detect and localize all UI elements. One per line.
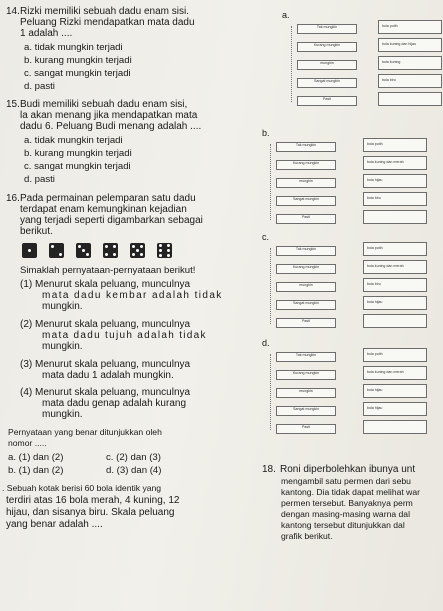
dice-face-6 bbox=[157, 243, 172, 258]
q18-line-7: grafik berikut. bbox=[281, 531, 333, 541]
dice-pip bbox=[132, 245, 135, 248]
q15-stem-2: la akan menang jika mendapatkan mata bbox=[20, 110, 198, 121]
q14-stem-2: Peluang Rizki mendapatkan mata dadu bbox=[20, 17, 195, 28]
scale-answer-label: bola biru bbox=[382, 78, 396, 82]
q15-option-c[interactable]: c. sangat mungkin terjadi bbox=[24, 161, 131, 172]
q17-line-2: terdiri atas 16 bola merah, 4 kuning, 12 bbox=[6, 495, 180, 506]
scale-answer-box bbox=[378, 20, 442, 34]
q18-line-6: kantong tersebut ditunjukkan dal bbox=[281, 520, 405, 530]
scale-answer-label: bola kuning dan merah bbox=[367, 370, 404, 374]
q16-statement-1-end: mungkin. bbox=[42, 301, 83, 312]
scale-answer-label: bola kuning dan merah bbox=[367, 264, 404, 268]
q17-line-4: yang benar adalah .... bbox=[6, 519, 103, 530]
dice-pip bbox=[140, 245, 143, 248]
q16-option-d[interactable]: d. (3) dan (4) bbox=[106, 465, 162, 476]
scale-level-box: Pasti bbox=[276, 214, 336, 224]
q16-stem-1: Pada permainan pelemparan satu dadu bbox=[20, 193, 196, 204]
q16-option-a[interactable]: a. (1) dan (2) bbox=[8, 452, 64, 463]
scale-level-box: Tak mungkin bbox=[276, 352, 336, 362]
scale-answer-box bbox=[363, 296, 427, 310]
scale-answer-box bbox=[363, 402, 427, 416]
dice-face-5 bbox=[130, 243, 145, 258]
scale-answer-box bbox=[363, 420, 427, 434]
scale-level-box: Kurang mungkin bbox=[297, 42, 357, 52]
q16-statement-2: (2) Menurut skala peluang, munculnya bbox=[20, 319, 191, 330]
scale-answer-label: bola hijau bbox=[367, 388, 383, 392]
scale-answer-box bbox=[363, 192, 427, 206]
dice-pip bbox=[140, 253, 143, 256]
scale-answer-label: bola biru bbox=[367, 282, 381, 286]
scale-answer-label: bola hijau bbox=[367, 300, 383, 304]
dice-face-3 bbox=[76, 243, 91, 258]
scale-level-box: Sangat mungkin bbox=[276, 406, 336, 416]
scale-answer-box bbox=[363, 156, 427, 170]
q18-line-3: kantong. Dia tidak dapat melihat war bbox=[281, 487, 421, 497]
scale-level-box: Pasti bbox=[297, 96, 357, 106]
scale-level-box: mungkin bbox=[276, 388, 336, 398]
scale-level-box: Kurang mungkin bbox=[276, 264, 336, 274]
scale-answer-label: bola hijau bbox=[367, 406, 383, 410]
scale-answer-label: bola putih bbox=[382, 24, 398, 28]
scale-answer-label: bola kuning bbox=[382, 60, 401, 64]
dice-pip bbox=[132, 253, 135, 256]
scale-option-letter[interactable]: a. bbox=[282, 10, 290, 20]
q18-line-4: permen tersebut. Banyaknya perm bbox=[281, 498, 413, 508]
q16-statement-4: (4) Menurut skala peluang, munculnya bbox=[20, 387, 191, 398]
scale-answer-box bbox=[363, 138, 427, 152]
q15-option-a[interactable]: a. tidak mungkin terjadi bbox=[24, 135, 123, 146]
q14-stem-3: 1 adalah .... bbox=[20, 28, 73, 39]
dice-pip bbox=[159, 244, 162, 247]
scale-answer-box bbox=[378, 92, 442, 106]
q15-option-b[interactable]: b. kurang mungkin terjadi bbox=[24, 148, 132, 159]
q16-statement-1: (1) Menurut skala peluang, munculnya bbox=[20, 279, 191, 290]
q14-option-a[interactable]: a. tidak mungkin terjadi bbox=[24, 42, 123, 53]
dice-pip bbox=[28, 249, 31, 252]
scale-axis-line bbox=[270, 144, 272, 220]
dice-pip bbox=[82, 249, 85, 252]
scale-answer-box bbox=[363, 384, 427, 398]
q16-statement-4-cont: mata dadu genap adalah kurang bbox=[42, 398, 187, 409]
q16-question: Pernyataan yang benar ditunjukkan oleh bbox=[8, 427, 162, 437]
q16-question-end: nomor ..... bbox=[8, 438, 47, 448]
q14-stem-1: Rizki memiliki sebuah dadu enam sisi. bbox=[20, 6, 189, 17]
q16-option-b[interactable]: b. (1) dan (2) bbox=[8, 465, 64, 476]
dice-pip bbox=[167, 244, 170, 247]
scale-level-box: mungkin bbox=[276, 178, 336, 188]
scale-level-box: Sangat mungkin bbox=[276, 300, 336, 310]
scale-answer-box bbox=[378, 74, 442, 88]
scale-level-box: Kurang mungkin bbox=[276, 370, 336, 380]
q18-number: 18. bbox=[262, 464, 276, 475]
q16-option-c[interactable]: c. (2) dan (3) bbox=[106, 452, 161, 463]
scale-answer-label: bola putih bbox=[367, 246, 383, 250]
dice-face-1 bbox=[22, 243, 37, 258]
q16-stem-4: berikut. bbox=[20, 226, 53, 237]
scale-answer-label: bola biru bbox=[367, 196, 381, 200]
scale-axis-line bbox=[270, 248, 272, 324]
q18-line-1: Roni diperbolehkan ibunya unt bbox=[280, 464, 416, 475]
dice-pip bbox=[78, 245, 81, 248]
q14-number: 14. bbox=[6, 6, 20, 17]
scale-level-box: Kurang mungkin bbox=[276, 160, 336, 170]
q16-statement-2-end: mungkin. bbox=[42, 341, 83, 352]
scale-level-box: mungkin bbox=[297, 60, 357, 70]
q17-line-3: hijau, dan sisanya biru. Skala peluang bbox=[6, 507, 175, 518]
q16-statement-2-cont: mata dadu tujuh adalah tidak bbox=[42, 330, 207, 341]
dice-pip bbox=[113, 245, 116, 248]
q16-intro: Simaklah pernyataan-pernyataan berikut! bbox=[20, 265, 196, 276]
q15-option-d[interactable]: d. pasti bbox=[24, 174, 55, 185]
q15-number: 15. bbox=[6, 99, 20, 110]
dice-pip bbox=[86, 253, 89, 256]
dice-pip bbox=[167, 254, 170, 257]
scale-answer-label: bola putih bbox=[367, 142, 383, 146]
scale-option-letter[interactable]: b. bbox=[262, 128, 270, 138]
scale-answer-box bbox=[363, 174, 427, 188]
q16-stem-3: yang terjadi seperti digambarkan sebagai bbox=[20, 215, 203, 226]
dice-pip bbox=[159, 254, 162, 257]
q15-stem-1: Budi memiliki sebuah dadu enam sisi, bbox=[20, 99, 188, 110]
scale-answer-label: bola kuning dan merah bbox=[367, 160, 404, 164]
q16-number: 16. bbox=[6, 193, 20, 204]
scale-level-box: Pasti bbox=[276, 424, 336, 434]
dice-face-4 bbox=[103, 243, 118, 258]
scale-answer-box bbox=[363, 242, 427, 256]
dice-pip bbox=[59, 253, 62, 256]
scale-answer-box bbox=[378, 56, 442, 70]
q16-statement-3: (3) Menurut skala peluang, munculnya bbox=[20, 359, 191, 370]
scale-level-box: Tak mungkin bbox=[276, 246, 336, 256]
scale-level-box: mungkin bbox=[276, 282, 336, 292]
scale-option-letter[interactable]: c. bbox=[262, 232, 270, 242]
q18-line-5: dengan masing-masing warna dal bbox=[281, 509, 410, 519]
q14-option-c[interactable]: c. sangat mungkin terjadi bbox=[24, 68, 131, 79]
q14-option-d[interactable]: d. pasti bbox=[24, 81, 55, 92]
dice-pip bbox=[159, 249, 162, 252]
dice-pip bbox=[105, 245, 108, 248]
dice-face-2 bbox=[49, 243, 64, 258]
scale-answer-box bbox=[363, 210, 427, 224]
scale-level-box: Sangat mungkin bbox=[297, 78, 357, 88]
q16-statement-4-end: mungkin. bbox=[42, 409, 83, 420]
scale-level-box: Sangat mungkin bbox=[276, 196, 336, 206]
scale-answer-label: bola kuning dan hijau bbox=[382, 42, 416, 46]
q17-line-1: . Sebuah kotak berisi 60 bola identik yang bbox=[2, 483, 162, 493]
dice-pip bbox=[136, 249, 139, 252]
q18-line-2: mengambil satu permen dari sebu bbox=[281, 476, 411, 486]
q14-option-b[interactable]: b. kurang mungkin terjadi bbox=[24, 55, 132, 66]
scale-level-box: Tak mungkin bbox=[276, 142, 336, 152]
q16-statement-1-cont: mata dadu kembar adalah tidak bbox=[42, 290, 223, 301]
scale-option-letter[interactable]: d. bbox=[262, 338, 270, 348]
scale-answer-box bbox=[363, 260, 427, 274]
scale-answer-box bbox=[363, 314, 427, 328]
scale-answer-label: bola putih bbox=[367, 352, 383, 356]
scale-answer-box bbox=[363, 278, 427, 292]
scale-answer-box bbox=[363, 348, 427, 362]
q16-stem-2: terdapat enam kemungkinan kejadian bbox=[20, 204, 187, 215]
q15-stem-3: dadu 6. Peluang Budi menang adalah .... bbox=[20, 121, 202, 132]
scale-level-box: Pasti bbox=[276, 318, 336, 328]
scale-answer-box bbox=[378, 38, 442, 52]
scale-axis-line bbox=[270, 354, 272, 430]
dice-pip bbox=[167, 249, 170, 252]
scale-answer-box bbox=[363, 366, 427, 380]
scale-level-box: Tak mungkin bbox=[297, 24, 357, 34]
q16-statement-3-cont: mata dadu 1 adalah mungkin. bbox=[42, 370, 174, 381]
scale-answer-label: bola hijau bbox=[367, 178, 383, 182]
dice-pip bbox=[51, 245, 54, 248]
dice-pip bbox=[105, 253, 108, 256]
scale-axis-line bbox=[291, 26, 293, 102]
dice-pip bbox=[113, 253, 116, 256]
